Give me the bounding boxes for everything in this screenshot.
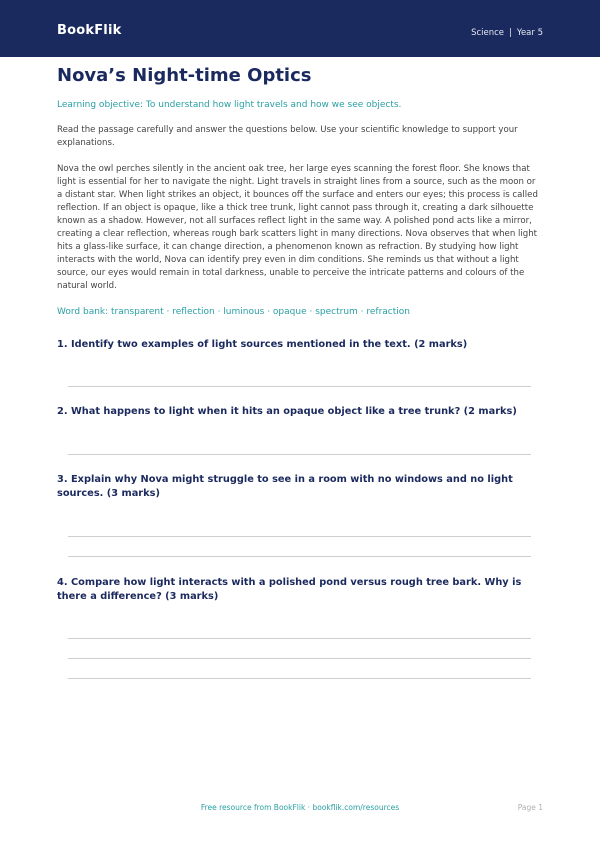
learning-objective: Learning objective: To understand how light travels and how we see objects. [57, 100, 402, 110]
answer-line-q4-1[interactable] [68, 638, 531, 639]
answer-line-q1-1[interactable] [68, 386, 531, 387]
header-separator: | [509, 28, 512, 38]
word-bank: Word bank: transparent · reflection · luminous · opaque · spectrum · refraction [57, 307, 410, 317]
answer-line-q4-3[interactable] [68, 678, 531, 679]
year-label: Year 5 [516, 28, 543, 38]
answer-line-q4-2[interactable] [68, 658, 531, 659]
instructions-text: Read the passage carefully and answer the questions below. Use your scientific knowledge to support your explanations. [57, 125, 518, 148]
question-3: 3. Explain why Nova might struggle to see in a room with no windows and no light sources. (3 marks) [57, 474, 513, 499]
question-2: 2. What happens to light when it hits an opaque object like a tree trunk? (2 marks) [57, 406, 517, 417]
answer-line-q3-2[interactable] [68, 556, 531, 557]
brand-logo[interactable]: BookFlik [57, 23, 122, 38]
page-number: Page 1 [517, 803, 543, 812]
question-1: 1. Identify two examples of light sources mentioned in the text. (2 marks) [57, 339, 468, 350]
answer-line-q3-1[interactable] [68, 536, 531, 537]
footer-resource-link[interactable]: Free resource from BookFlik · bookflik.com/resources [200, 803, 400, 812]
worksheet-title: Nova’s Night-time Optics [57, 65, 312, 86]
question-4: 4. Compare how light interacts with a polished pond versus rough tree bark. Why is there a difference? (3 marks) [57, 577, 522, 602]
page-header [0, 0, 600, 57]
answer-line-q2-1[interactable] [68, 454, 531, 455]
subject-year-label [471, 28, 543, 38]
reading-passage: Nova the owl perches silently in the ancient oak tree, her large eyes scanning the forest floor. She knows that light is essential for her to navigate the night. Light travels in straight lines from a source, such as the moon or a distant star. When light strikes an object, it bounces off the surface and enters our eyes; this process is called reflection. If an object is opaque, like a thick tree trunk, light cannot pass through it, creating a dark silhouette known as a shadow. However, not all surfaces reflect light in the same way. A polished pond acts like a mirror, creating a clear reflection, whereas rough bark scatters light in many directions. Nova observes that when light hits a glass-like surface, it can change direction, a phenomenon known as refraction. By studying how light interacts with the world, Nova can identify prey even in dim conditions. She reminds us that without a light source, our eyes would remain in total darkness, unable to perceive the intricate patterns and colours of the natural world. [57, 164, 538, 291]
subject-label: Science [471, 28, 505, 38]
